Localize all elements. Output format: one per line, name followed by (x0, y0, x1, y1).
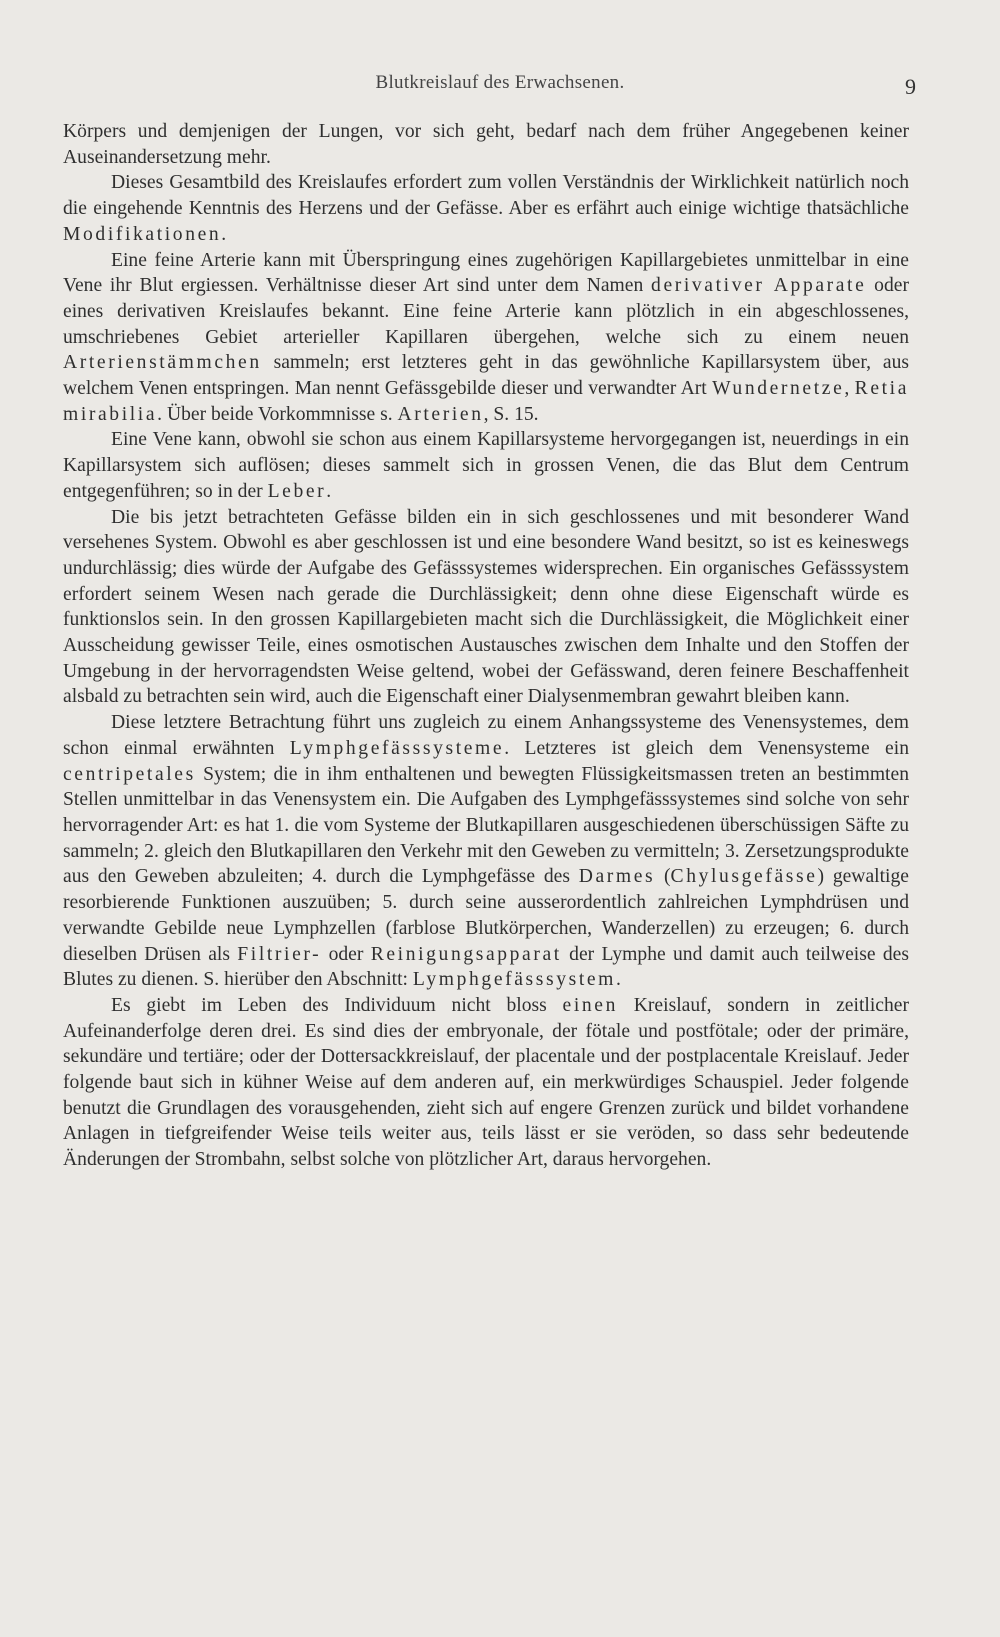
spaced-emphasis: Retia mirabilia (63, 378, 910, 425)
text-run: , S. 15. (483, 403, 539, 425)
text-run: . (616, 969, 621, 991)
text-run: . (326, 480, 332, 502)
spaced-emphasis: Leber (267, 480, 327, 502)
spaced-emphasis: Arterien (397, 403, 484, 425)
text-run: Die bis jetzt betrachteten Gefässe bilden ein in sich geschlossenes und mit besonderer Wand versehenes System. Obwohl es aber geschlossen ist und eine besondere Wand besitzt, so ist es keineswegs undurchlässig; dies würde der Aufgabe des Gefässsystemes widersprechen. Ein organisches Gefässsystem erfordert seinem Wesen nach gerade die Durchlässigkeit; denn ohne diese Eigenschaft würde es funktionslos sein. In den grossen Kapillargebieten macht sich die Durchlässigkeit, die Möglichkeit einer Ausscheidung gewisser Teile, eines osmotischen Austausches zwischen dem Inhalte und den Stoffen der Umgebung in der hervorragendsten Weise geltend, wobei der Gefässwand, deren feinere Beschaffenheit alsbald zu betrachten sein wird, auch die Eigenschaft einer Dialysenmembran gewahrt bleiben kann. (63, 506, 909, 708)
text-run: . Über beide Vorkommnisse s. (157, 403, 398, 425)
text-run: System; die in ihm enthaltenen und bewegten Flüssigkeitsmassen treten an bestimmten Stellen unmittelbar in das Venensystem ein. Die Aufgaben des Lymphgefässsystemes sind solche von sehr hervorragender Art: es hat 1. die vom Systeme der Blutkapillaren ausgeschiedenen überschüssigen Säfte zu sammeln; 2. gleich den Blutkapillaren den Verkehr mit den Geweben zu vermitteln; 3. Zersetzungsprodukte aus den Geweben abzuleiten; 4. durch die Lymphgefässe des (63, 763, 909, 888)
page-number: 9 (905, 74, 916, 99)
text-run: , (844, 378, 855, 400)
spaced-emphasis: einen (562, 994, 618, 1016)
text-run: . (221, 223, 227, 245)
text-run: Eine feine Arterie kann mit Überspringung eines zugehörigen Kapillargebietes unmittelbar in eine Vene ihr Blut ergiessen. Verhältnisse dieser Art sind unter dem Namen (63, 249, 909, 297)
text-run: Diese letztere Betrachtung führt uns zugleich zu einem Anhangssysteme des Venensystemes, dem schon einmal erwähnten (63, 712, 909, 759)
text-run: ( (655, 866, 671, 888)
spaced-emphasis: Lymphgefässsystem (412, 969, 617, 991)
spaced-emphasis: Lymphgefässsysteme (289, 737, 505, 759)
spaced-emphasis: Arterienstämmchen (63, 352, 262, 374)
spaced-emphasis: Wundernetze (712, 378, 845, 400)
paragraph (63, 248, 909, 428)
text-run: Eine Vene kann, obwohl sie schon aus einem Kapillarsysteme hervorgegangen ist, neuerdings in ein Kapillarsystem sich auflösen; dieses sammelt sich in grossen Venen, die das Blut dem Centrum entgegenführen; so in der (63, 429, 909, 502)
spaced-emphasis: derivativer Apparate (651, 275, 867, 297)
text-run: ) gewaltige resorbierende Funktionen auszuüben; 5. durch seine ausserordentlich zahlreichen Lymphdrüsen und verwandte Gebilde neue Lymphzellen (farblose Blutkörperchen, Wanderzellen) zu erzeugen; 6. durch dieselben Drüsen als (63, 866, 909, 965)
spaced-emphasis: Reinigungsapparat (370, 943, 562, 965)
paragraph (63, 710, 909, 993)
text-run: oder (321, 943, 371, 965)
paragraph (63, 993, 909, 1173)
spaced-emphasis: centripetales (63, 763, 196, 785)
body-text (63, 119, 909, 1173)
text-run: . Letzteres ist gleich dem Venensysteme ein (504, 737, 909, 759)
paragraph (63, 170, 909, 247)
text-run: der Lymphe und damit auch teilweise des Blutes zu dienen. S. hierüber den Abschnitt: (63, 943, 910, 991)
text-run: oder eines derivativen Kreislaufes bekannt. Eine feine Arterie kann plötzlich in ein abgeschlossenes, umschriebenes Gebiet arterieller Kapillaren übergehen, welche sich zu einem neuen (63, 275, 909, 348)
running-title: Blutkreislauf des Erwachsenen. (375, 72, 625, 93)
text-run: Kreislauf, sondern in zeitlicher Aufeinanderfolge deren drei. Es sind dies der embryonale, der fötale und postfötale; oder der primäre, sekundäre und tertiäre; oder der Dottersackkreislauf, der placentale und der postplacentale Kreislauf. Jeder folgende baut sich in kühner Weise auf dem anderen auf, ein merkwürdiges Schauspiel. Jeder folgende benutzt die Grundlagen des vorausgehenden, zieht sich auf engere Grenzen zurück und bildet vorhandene Anlagen in tiefgreifender Weise teils weiter aus, teils lässt er sie veröden, so dass sehr bedeutende Änderungen der Strombahn, selbst solche von plötzlicher Art, daraus hervorgehen. (63, 994, 909, 1171)
spaced-emphasis: Darmes (578, 866, 656, 888)
paragraph (63, 427, 909, 504)
spaced-emphasis: Chylusgefässe (670, 866, 818, 888)
text-run: Es giebt im Leben des Individuum nicht bloss (111, 994, 563, 1016)
text-run: Dieses Gesamtbild des Kreislaufes erfordert zum vollen Verständnis der Wirklichkeit natürlich noch die eingehende Kenntnis des Herzens und der Gefässe. Aber es erfährt auch einige wichtige thatsächliche (63, 172, 909, 220)
spaced-emphasis: Filtrier- (237, 943, 322, 965)
paragraph (63, 505, 909, 711)
text-run: Körpers und demjenigen der Lungen, vor sich geht, bedarf nach dem früher Angegebenen keiner Auseinandersetzung mehr. (63, 121, 909, 168)
paragraph (63, 119, 909, 170)
text-run: sammeln; erst letzteres geht in das gewöhnliche Kapillarsystem über, aus welchem Venen entspringen. Man nennt Gefässgebilde dieser und verwandter Art (63, 352, 909, 400)
page-header (0, 72, 1000, 102)
spaced-emphasis: Modifikationen (63, 223, 222, 245)
